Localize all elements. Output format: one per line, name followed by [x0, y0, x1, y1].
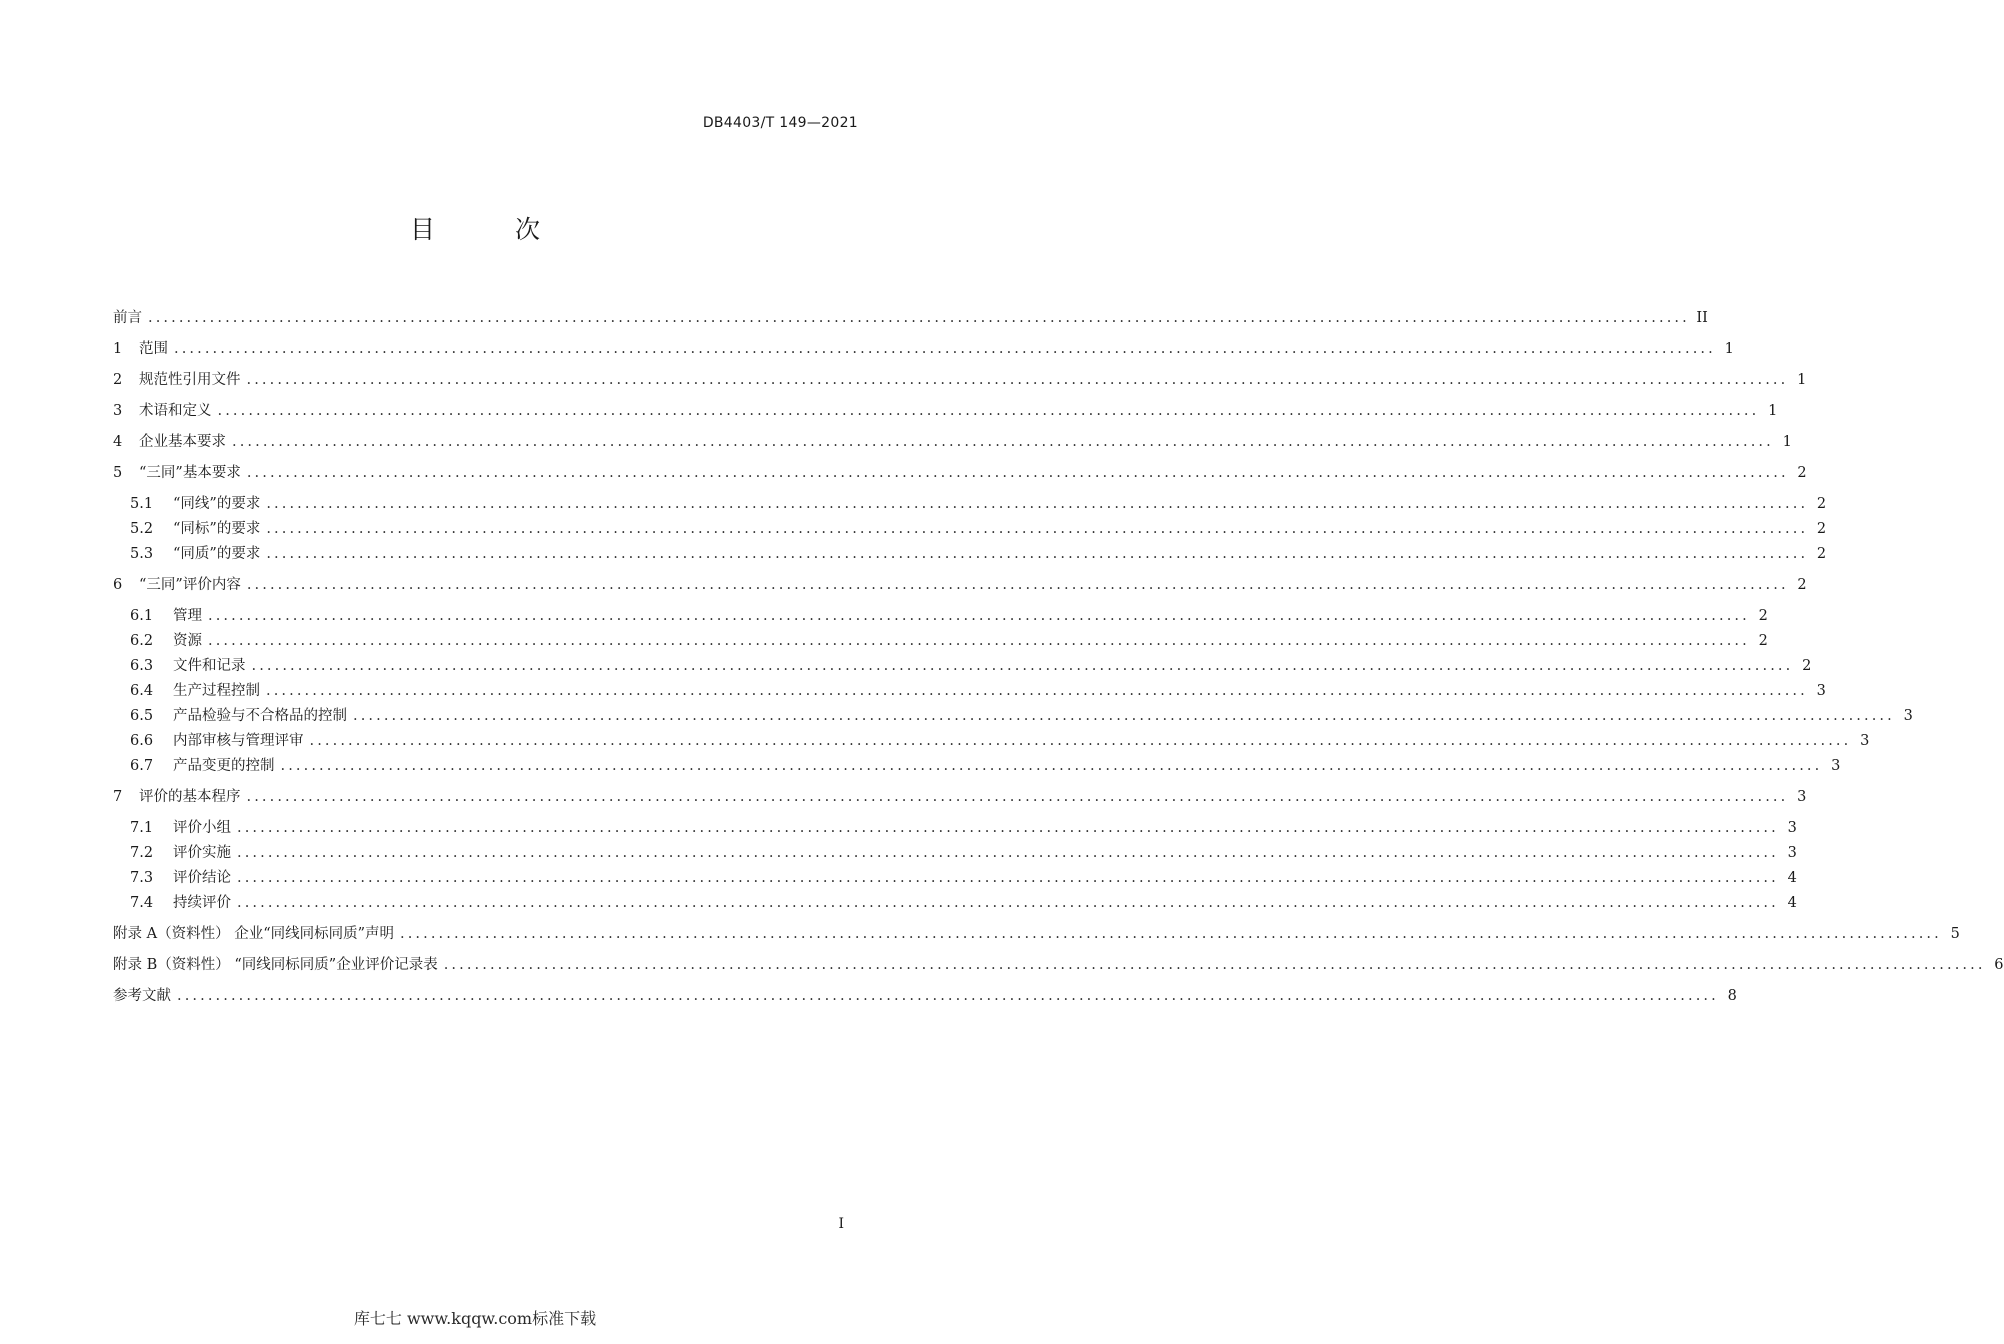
toc-entry-title: 产品变更的控制 — [173, 758, 275, 774]
watermark: 库七七 www.kqqw.com标准下载 — [353, 1309, 597, 1328]
toc-entry[interactable] — [113, 785, 1807, 809]
toc-dot-leader: ........................................................................................................................................................................................................ — [246, 577, 1789, 593]
toc-dot-leader: ........................................................................................................................................................................................................ — [237, 870, 1779, 886]
toc-entry[interactable] — [113, 368, 1807, 392]
document-code: DB4403/T 149—2021 — [702, 115, 858, 131]
toc-entry[interactable] — [130, 654, 1812, 678]
toc-entry-page: 3 — [1787, 845, 1797, 861]
toc-entry[interactable] — [130, 629, 1768, 653]
toc-entry-number: 6.5 — [130, 708, 154, 724]
page-number: I — [838, 1216, 844, 1232]
toc-entry-page: 1 — [1768, 403, 1778, 419]
toc-dot-leader: ........................................................................................................................................................................................................ — [237, 895, 1779, 911]
toc-entry-page: 1 — [1797, 372, 1807, 388]
toc-entry-number: 6.7 — [130, 758, 154, 774]
toc-entry-title: 术语和定义 — [139, 403, 212, 419]
toc-entry[interactable] — [130, 729, 1870, 753]
toc-entry-page: 3 — [1831, 758, 1841, 774]
toc-entry-page: 3 — [1860, 733, 1870, 749]
toc-entry[interactable] — [130, 517, 1827, 541]
toc-entry-page: 2 — [1816, 521, 1827, 537]
toc-entry[interactable] — [130, 704, 1913, 728]
toc-entry[interactable] — [113, 399, 1778, 423]
toc-entry-page: 2 — [1816, 496, 1827, 512]
toc-entry-title: 参考文献 — [113, 988, 171, 1004]
toc-entry[interactable] — [113, 337, 1734, 361]
toc-entry-number: 7.3 — [130, 870, 154, 886]
toc-entry-number: 7.4 — [130, 895, 154, 911]
toc-dot-leader: ........................................................................................................................................................................................................ — [400, 926, 1942, 942]
toc-dot-leader: ........................................................................................................................................................................................................ — [246, 372, 1789, 388]
toc-entry[interactable] — [130, 841, 1797, 865]
toc-entry-page: 5 — [1950, 926, 1960, 942]
toc-entry-number: 1 — [113, 341, 123, 357]
toc-dot-leader: ........................................................................................................................................................................................................ — [266, 521, 1809, 537]
toc-entry-page: 1 — [1724, 341, 1734, 357]
toc-entry-number: 5 — [113, 465, 123, 481]
toc-dot-leader: ........................................................................................................................................................................................................ — [208, 608, 1750, 624]
toc-entry-number: 6.3 — [130, 658, 154, 674]
toc-entry[interactable] — [130, 891, 1797, 915]
toc-entry-number: 3 — [113, 403, 123, 419]
toc-dot-leader: ........................................................................................................................................................................................................ — [174, 341, 1716, 357]
toc-entry-number: 6.2 — [130, 633, 154, 649]
toc-dot-leader: ........................................................................................................................................................................................................ — [266, 546, 1809, 562]
toc-entry-title: 评价实施 — [173, 845, 231, 861]
toc-entry[interactable] — [113, 922, 1960, 946]
toc-dot-leader: ........................................................................................................................................................................................................ — [251, 658, 1794, 674]
toc-entry-title: 规范性引用文件 — [139, 372, 241, 388]
toc-entry-page: 4 — [1787, 895, 1797, 911]
toc-entry-title: 范围 — [139, 341, 168, 357]
toc-dot-leader: ........................................................................................................................................................................................................ — [232, 434, 1774, 450]
toc-entry-title: 持续评价 — [173, 895, 231, 911]
toc-entry[interactable] — [113, 573, 1807, 597]
toc-entry[interactable] — [130, 679, 1826, 703]
toc-entry[interactable] — [113, 953, 2004, 977]
toc-dot-leader: ........................................................................................................................................................................................................ — [353, 708, 1895, 724]
toc-entry-title: 前言 — [113, 310, 142, 326]
toc-entry-page: 2 — [1816, 546, 1827, 562]
toc-entry-number: 7.2 — [130, 845, 154, 861]
toc-dot-leader: ........................................................................................................................................................................................................ — [246, 789, 1789, 805]
toc-entry-title: “同质”的要求 — [173, 546, 261, 562]
toc-entry-page: 3 — [1797, 789, 1807, 805]
toc-dot-leader: ........................................................................................................................................................................................................ — [443, 957, 1986, 973]
toc-entry-title: “三同”基本要求 — [139, 465, 241, 481]
toc-entry[interactable] — [113, 430, 1792, 454]
toc-entry-number: 6.4 — [130, 683, 154, 699]
toc-dot-leader: ........................................................................................................................................................................................................ — [208, 633, 1750, 649]
toc-entry-title: “同线”的要求 — [173, 496, 261, 512]
toc-entry-page: 8 — [1727, 988, 1737, 1004]
toc-entry-page: 3 — [1903, 708, 1913, 724]
toc-dot-leader: ........................................................................................................................................................................................................ — [266, 683, 1808, 699]
toc-entry-number: 2 — [113, 372, 123, 388]
toc-entry-title: 评价结论 — [173, 870, 231, 886]
toc-dot-leader: ........................................................................................................................................................................................................ — [280, 758, 1823, 774]
toc-dot-leader: ........................................................................................................................................................................................................ — [177, 988, 1719, 1004]
toc-entry-title: 生产过程控制 — [173, 683, 260, 699]
toc-dot-leader: ........................................................................................................................................................................................................ — [237, 820, 1779, 836]
toc-entry-title: 产品检验与不合格品的控制 — [173, 708, 347, 724]
toc-entry[interactable] — [130, 754, 1841, 778]
toc-entry-number: 6.6 — [130, 733, 154, 749]
toc-entry[interactable] — [113, 984, 1737, 1008]
toc-dot-leader: ........................................................................................................................................................................................................ — [148, 310, 1690, 326]
toc-entry[interactable] — [113, 306, 1708, 330]
toc-entry-number: 7 — [113, 789, 123, 805]
toc-entry-page: 4 — [1787, 870, 1797, 886]
toc-entry-title: “三同”评价内容 — [139, 577, 241, 593]
toc-entry-title: 资源 — [173, 633, 202, 649]
toc-entry-title: 文件和记录 — [173, 658, 246, 674]
toc-entry-page: 2 — [1802, 658, 1812, 674]
toc-entry-title: 评价的基本程序 — [139, 789, 241, 805]
toc-entry-number: 5.2 — [130, 521, 154, 537]
toc-entry-page: 6 — [1994, 957, 2004, 973]
toc-dot-leader: ........................................................................................................................................................................................................ — [217, 403, 1760, 419]
toc-entry-number: 5.3 — [130, 546, 154, 562]
toc-entry-page: 3 — [1787, 820, 1797, 836]
toc-entry-page: 2 — [1797, 465, 1807, 481]
toc-entry-title: 管理 — [173, 608, 202, 624]
toc-entry-page: 2 — [1758, 608, 1768, 624]
toc-entry[interactable] — [130, 542, 1827, 566]
toc-entry[interactable] — [130, 866, 1797, 890]
toc-entry[interactable] — [113, 461, 1807, 485]
toc-entry-title: 企业基本要求 — [139, 434, 226, 450]
toc-entry-page: 1 — [1782, 434, 1792, 450]
toc-entry-number: 6.1 — [130, 608, 154, 624]
toc-entry[interactable] — [130, 604, 1768, 628]
toc-entry-number: 5.1 — [130, 496, 154, 512]
toc-entry[interactable] — [130, 816, 1797, 840]
toc-entry-page: 3 — [1816, 683, 1826, 699]
toc-entry[interactable] — [130, 492, 1827, 516]
toc-entry-title: 内部审核与管理评审 — [173, 733, 304, 749]
toc-dot-leader: ........................................................................................................................................................................................................ — [237, 845, 1779, 861]
toc-dot-leader: ........................................................................................................................................................................................................ — [309, 733, 1852, 749]
toc-entry-title: 评价小组 — [173, 820, 231, 836]
toc-entry-number: 7.1 — [130, 820, 154, 836]
toc-dot-leader: ........................................................................................................................................................................................................ — [246, 465, 1789, 481]
toc-entry-title: 附录 A（资料性） 企业“同线同标同质”声明 — [113, 926, 395, 942]
toc-entry-title: 附录 B（资料性） “同线同标同质”企业评价记录表 — [113, 957, 438, 973]
toc-dot-leader: ........................................................................................................................................................................................................ — [266, 496, 1809, 512]
toc-entry-page: II — [1696, 310, 1708, 326]
toc-entry-number: 6 — [113, 577, 123, 593]
toc-entry-page: 2 — [1797, 577, 1807, 593]
toc-entry-title: “同标”的要求 — [173, 521, 261, 537]
toc-entry-page: 2 — [1758, 633, 1768, 649]
toc-title: 目 次 — [410, 215, 576, 244]
toc-entry-number: 4 — [113, 434, 123, 450]
